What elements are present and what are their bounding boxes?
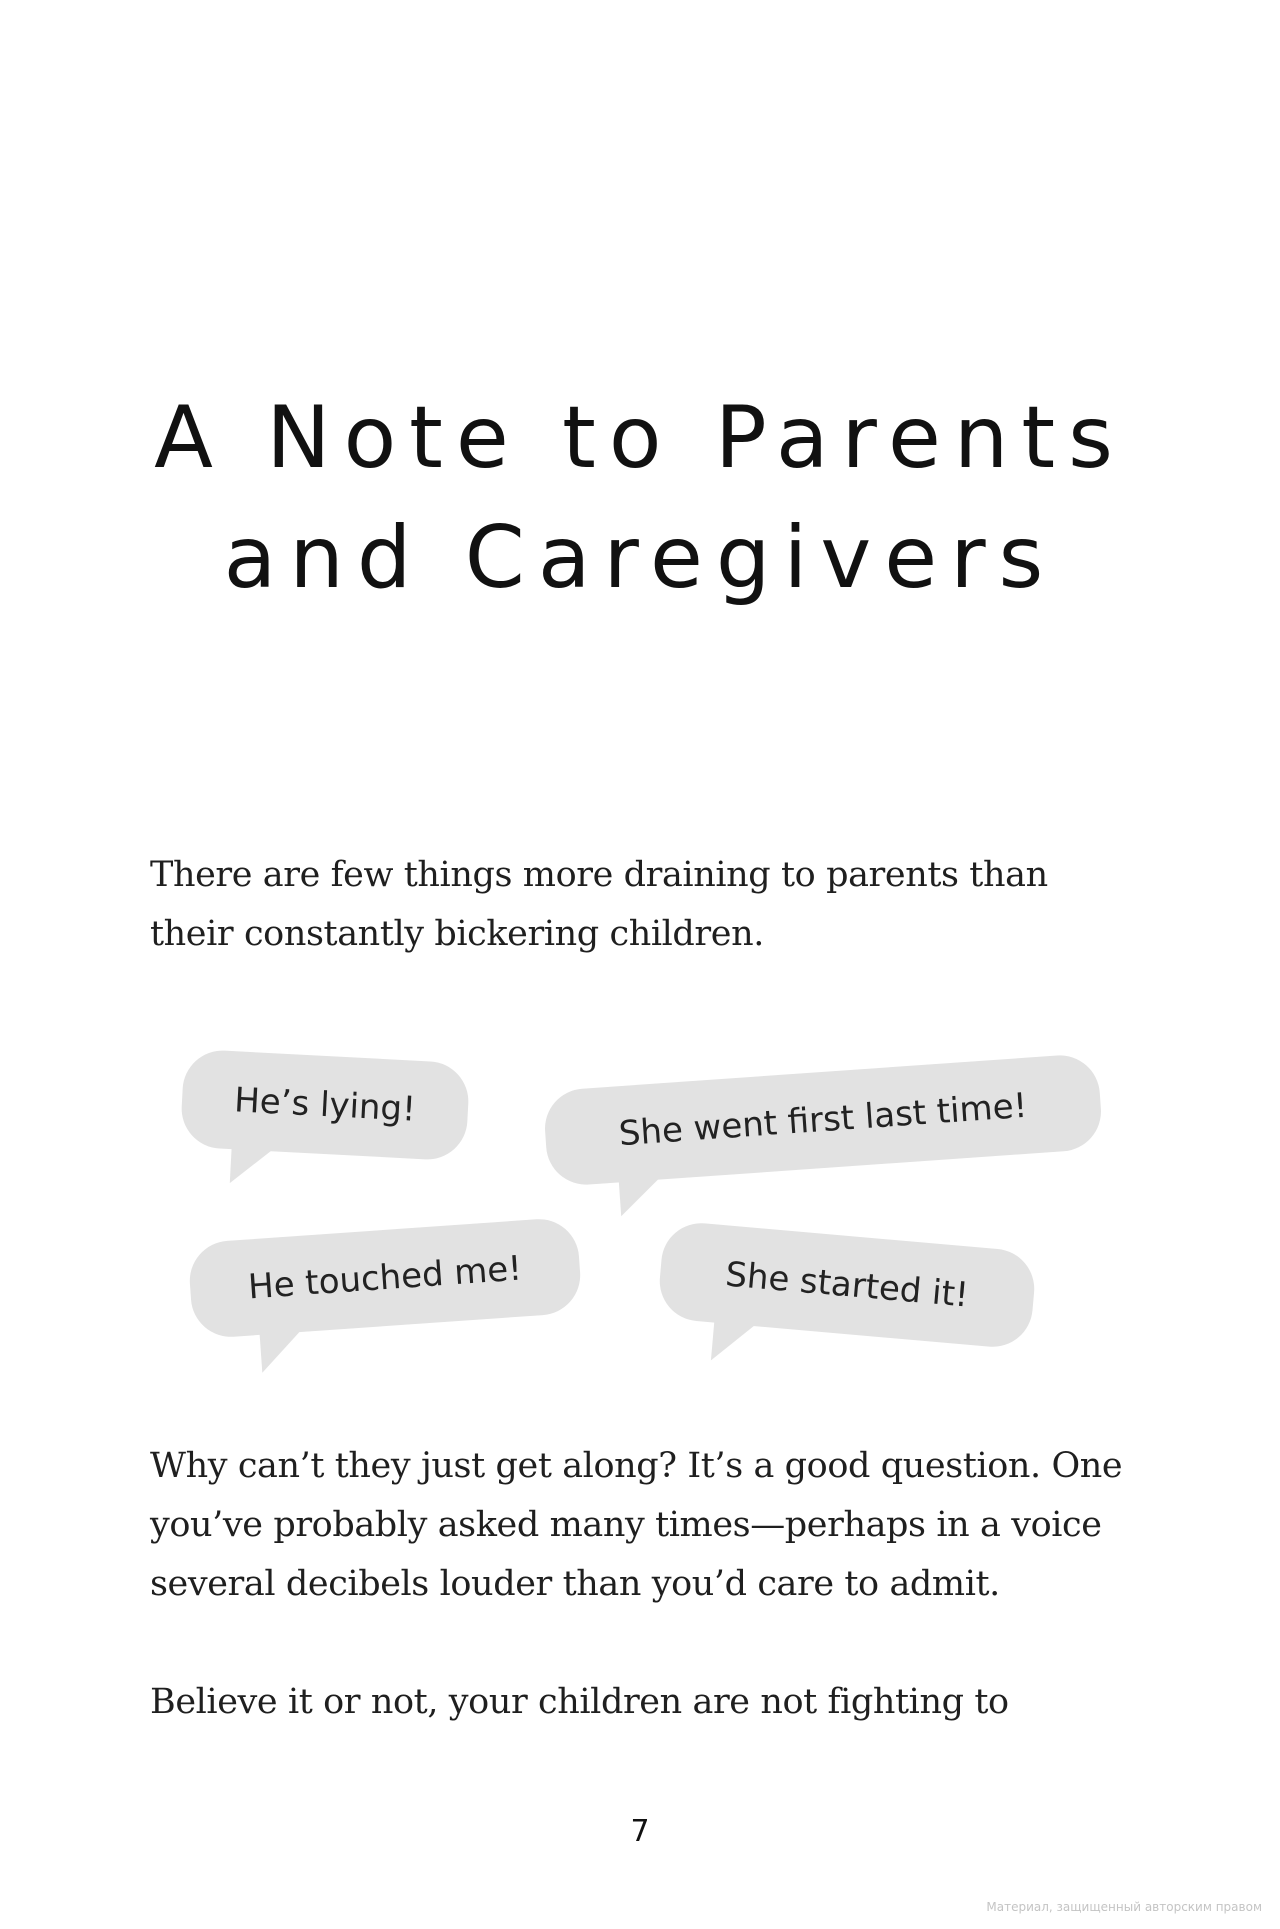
body-paragraph-2-line-1: Believe it or not, your children are not fighting to: [150, 1682, 1009, 1722]
intro-line-1: There are few things more draining to parents than: [150, 855, 1048, 895]
body-paragraph-1-line-2: you’ve probably asked many times—perhaps in a voice: [150, 1505, 1102, 1545]
body-paragraph-1-line-3: several decibels louder than you’d care to admit.: [150, 1564, 1000, 1604]
speech-bubble-text: He’s lying!: [233, 1080, 417, 1130]
speech-bubble-text: She went first last time!: [617, 1085, 1029, 1155]
speech-bubble-she-went-first: [542, 1053, 1103, 1188]
copyright-watermark: Материал, защищенный авторским правом: [986, 1900, 1262, 1914]
title-line-2: and Caregivers: [223, 508, 1057, 608]
speech-bubble-she-started-it: [656, 1220, 1037, 1350]
title-line-1: A Note to Parents: [154, 388, 1126, 488]
speech-bubble-he-touched-me: [187, 1217, 583, 1340]
speech-bubble-text: He touched me!: [246, 1248, 524, 1308]
speech-bubble-hes-lying: [180, 1049, 471, 1162]
body-paragraph-1-line-1: Why can’t they just get along? It’s a good question. One: [150, 1446, 1123, 1486]
speech-bubble-text: She started it!: [723, 1254, 971, 1316]
intro-line-2: their constantly bickering children.: [150, 914, 764, 954]
page-number: 7: [630, 1814, 650, 1849]
